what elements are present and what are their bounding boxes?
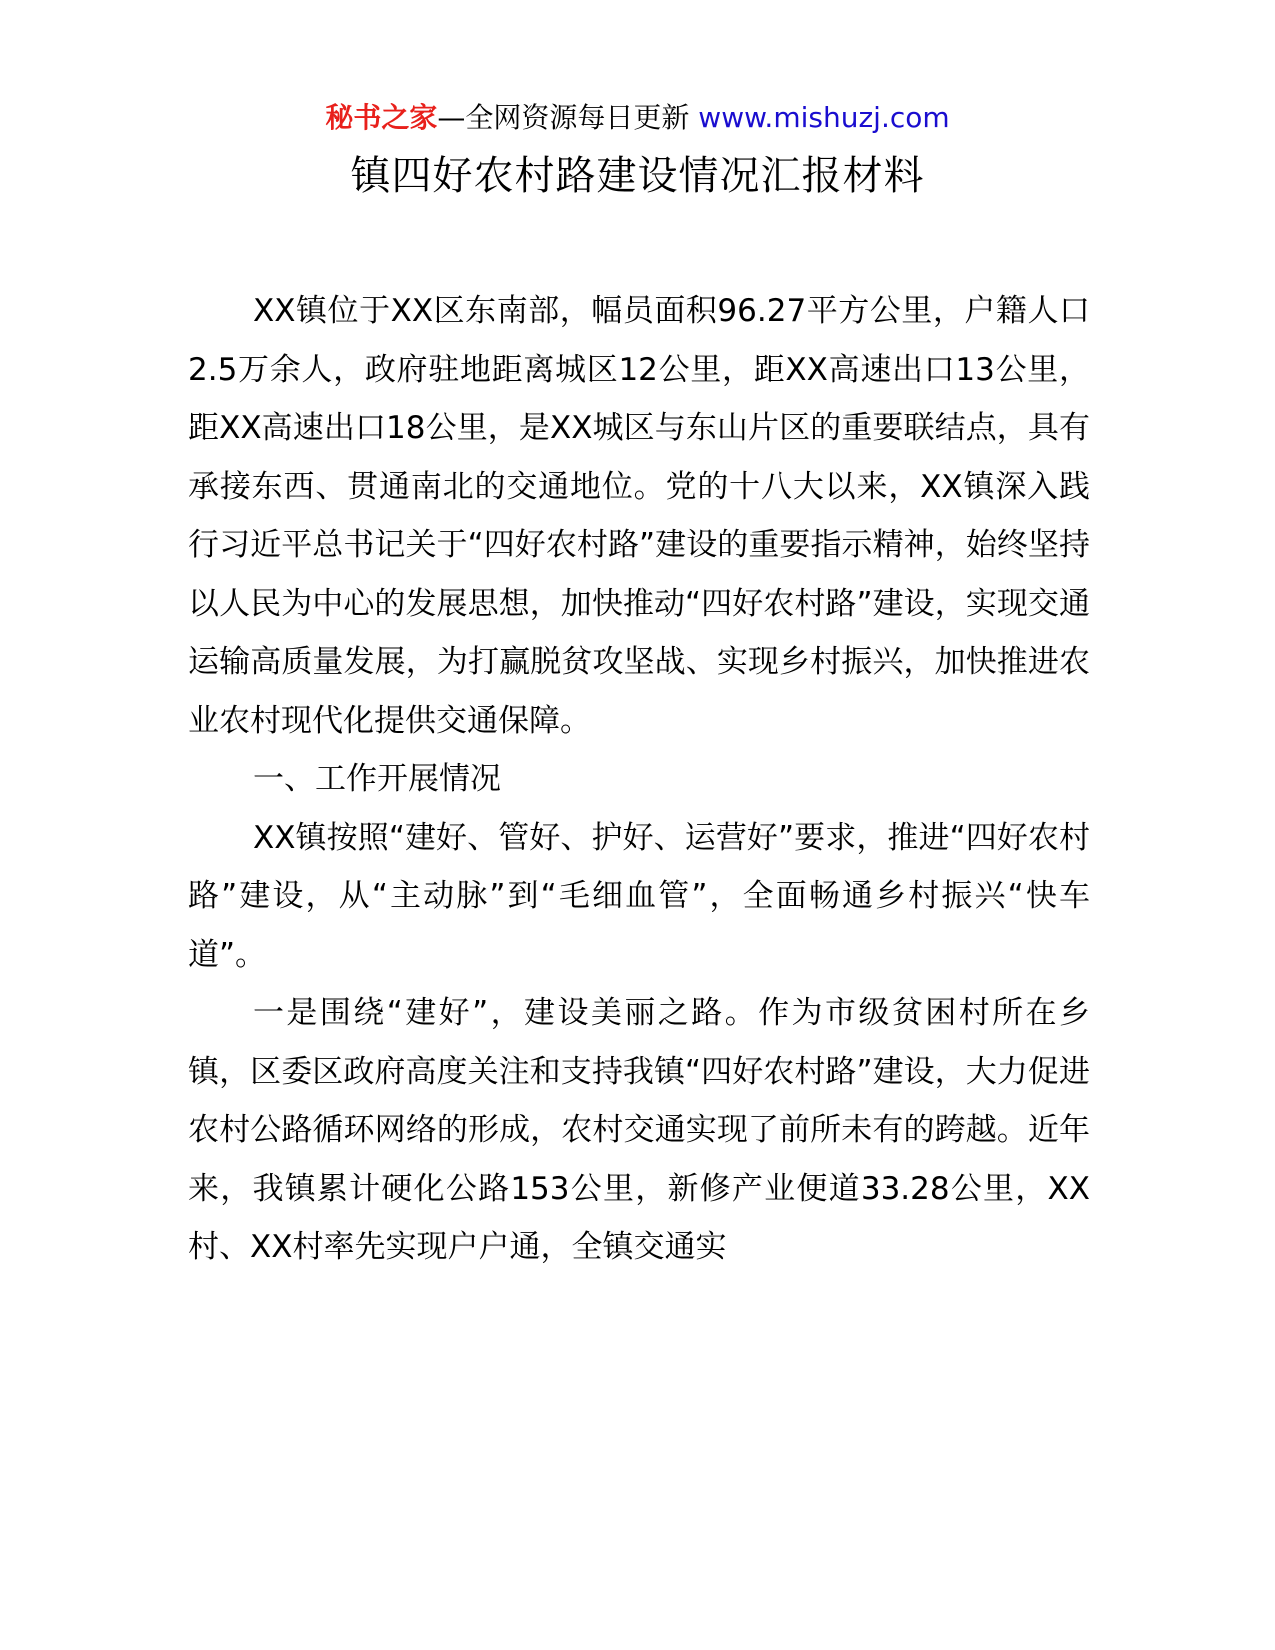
brand-name: 秘书之家 [325,101,438,134]
document-title: 镇四好农村路建设情况汇报材料 [350,153,925,199]
site-link[interactable]: www.mishuzj.com [698,101,950,134]
section-heading: 一、工作开展情况 [253,761,501,797]
paragraph-intro: XX镇位于XX区东南部，幅员面积96.27平方公里，户籍人口2.5万余人，政府驻地距离城区12公里，距XX高速出口13公里，距XX高速出口18公里，是XX城区与东山片区的重要联结点，具有承接东西、贯通南北的交通地位。党的十八大以来，XX镇深入践行习近平总书记关于“四好农村路”建设的重要指示精神，始终坚持以人民为中心的发展思想，加快推动“四好农村路”建设，实现交通运输高质量发展，为打赢脱贫攻坚战、实现乡村振兴，加快推进农业农村现代化提供交通保障。 [188,293,1090,739]
watermark-header [0,98,1275,138]
paragraph-overview: XX镇按照“建好、管好、护好、运营好”要求，推进“四好农村路”建设，从“主动脉”到“毛细血管”，全面畅通乡村振兴“快车道”。 [188,819,1090,973]
document-body [188,282,1090,1277]
header-tagline: —全网资源每日更新 [437,101,690,134]
paragraph-build: 一是围绕“建好”，建设美丽之路。作为市级贫困村所在乡镇，区委区政府高度关注和支持我镇“四好农村路”建设，大力促进农村公路循环网络的形成，农村交通实现了前所未有的跨越。近年来，我镇累计硬化公路153公里，新修产业便道33.28公里，XX村、XX村率先实现户户通，全镇交通实 [188,995,1090,1265]
